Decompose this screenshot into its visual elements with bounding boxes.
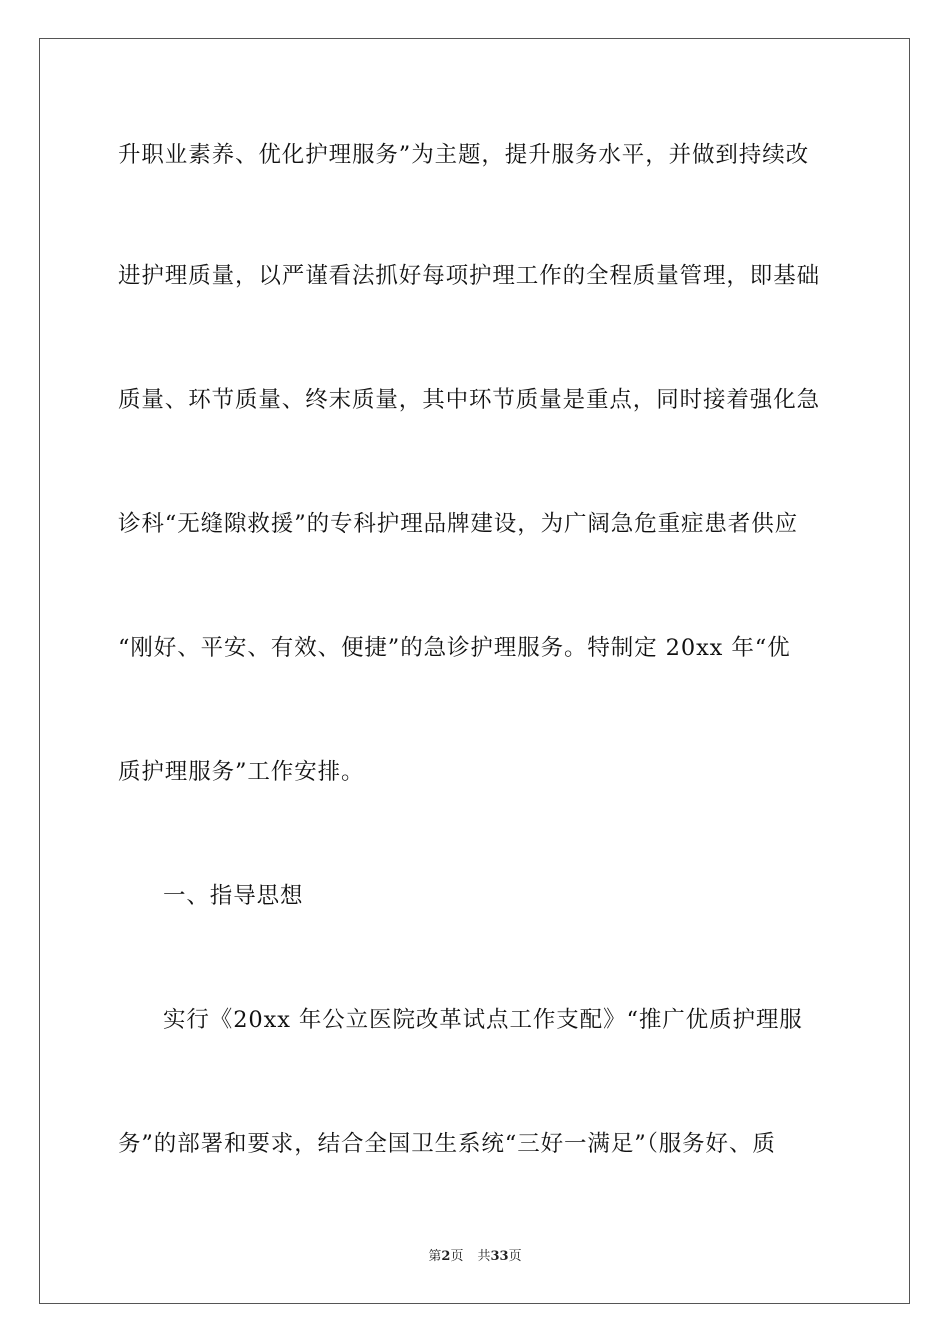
page-footer bbox=[0, 1248, 950, 1266]
page-border bbox=[39, 38, 910, 1304]
body-text-line: 质护理服务”工作安排。 bbox=[118, 759, 365, 785]
total-suffix: 页 bbox=[508, 1249, 522, 1264]
total-prefix: 共 bbox=[477, 1249, 491, 1264]
body-text-line: 质量、环节质量、终末质量，其中环节质量是重点，同时接着强化急 bbox=[118, 387, 821, 413]
body-text-line: 实行《20xx 年公立医院改革试点工作支配》“推广优质护理服 bbox=[163, 1007, 803, 1033]
total-pages: 33 bbox=[490, 1249, 509, 1264]
section-heading: 一、指导思想 bbox=[163, 883, 304, 909]
body-text-line: 升职业素养、优化护理服务”为主题，提升服务水平，并做到持续改 bbox=[118, 142, 810, 168]
body-text-line: 进护理质量，以严谨看法抓好每项护理工作的全程质量管理，即基础 bbox=[118, 263, 821, 289]
body-text-line: “刚好、平安、有效、便捷”的急诊护理服务。特制定 20xx 年“优 bbox=[118, 635, 791, 661]
body-text-line: 务”的部署和要求，结合全国卫生系统“三好一满足”（服务好、质 bbox=[118, 1131, 776, 1157]
body-text-line: 诊科“无缝隙救援”的专科护理品牌建设，为广阔急危重症患者供应 bbox=[118, 511, 799, 537]
page-number: 2 bbox=[441, 1249, 451, 1264]
page-prefix: 第 bbox=[428, 1249, 442, 1264]
page-suffix: 页 bbox=[450, 1249, 464, 1264]
